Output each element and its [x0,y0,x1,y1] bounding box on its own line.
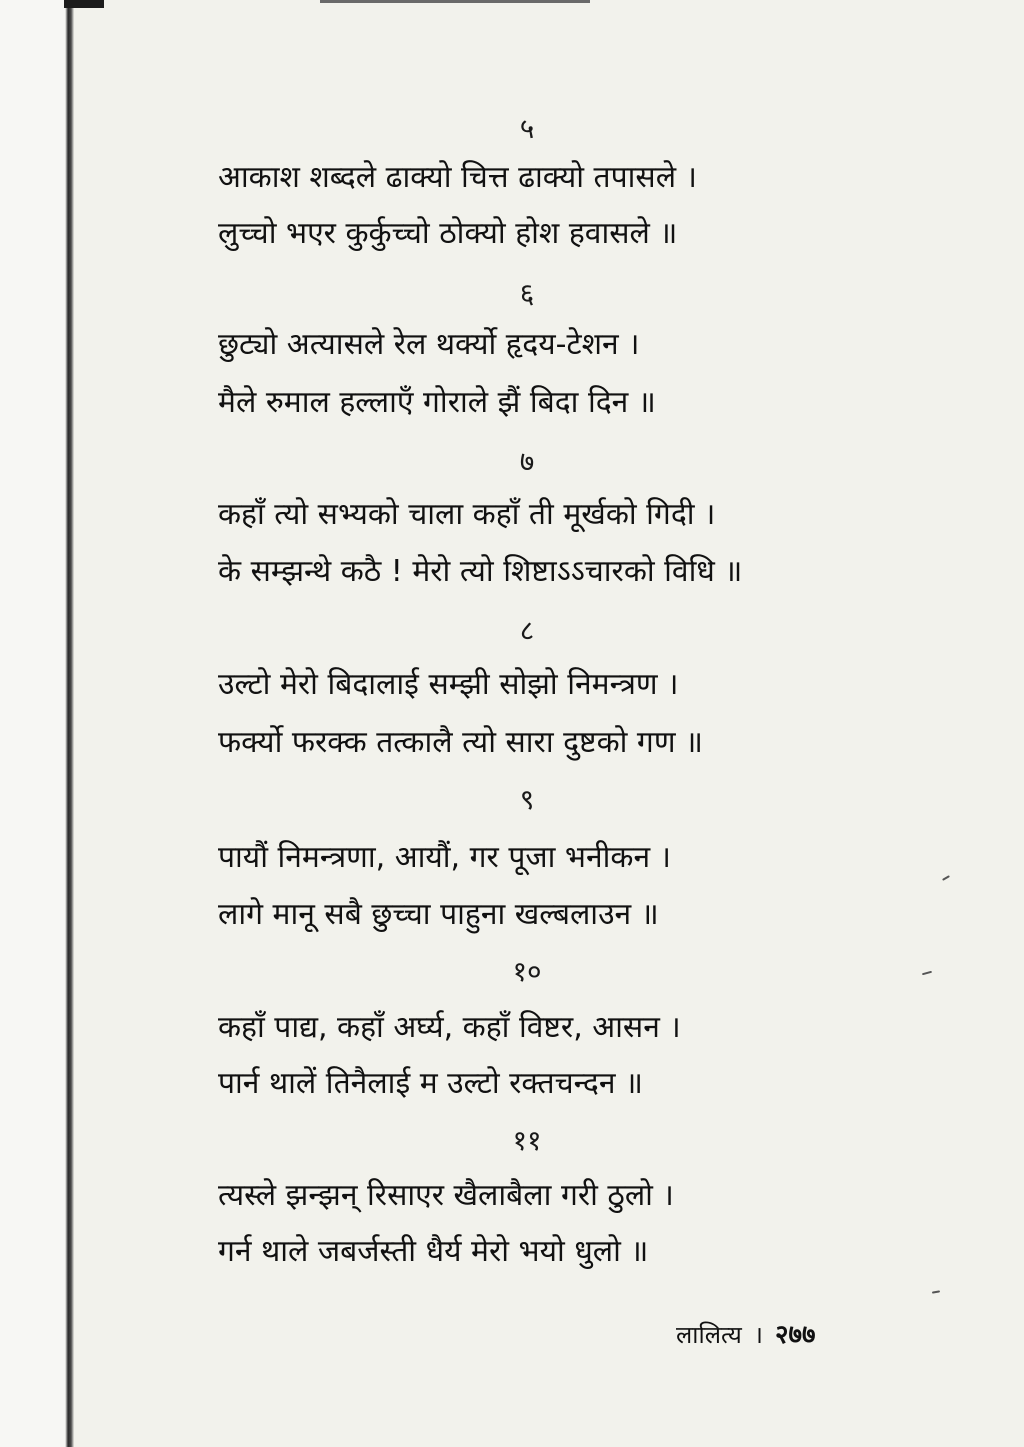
verse-line-7-2: के सम्झन्थे कठै ! मेरो त्यो शिष्टाऽऽचारको विधि ॥ [218,554,743,589]
verse-line-6-2: मैले रुमाल हल्लाएँ गोराले झैं बिदा दिन ॥ [218,385,656,420]
footer-separator: । [753,1321,763,1349]
page-number: २७७ [774,1320,816,1350]
verse-line-5-1: आकाश शब्दले ढाक्यो चित्त ढाक्यो तपासले । [218,160,697,195]
verse-line-8-2: फर्क्यो फरक्क तत्कालै त्यो सारा दुष्टको गण ॥ [218,725,704,760]
page-corner-shadow [64,0,104,8]
stanza-number-11: ११ [512,1124,542,1157]
scan-speck [942,875,950,881]
page-footer [676,1318,816,1352]
top-edge-mark [320,0,590,3]
verse-line-11-1: त्यस्ले झन्झन् रिसाएर खैलाबैला गरी ठुलो । [218,1178,674,1213]
scan-speck [932,1290,940,1293]
verse-line-5-2: लुच्चो भएर कुर्कुच्चो ठोक्यो होश हवासले ॥ [218,216,678,251]
stanza-number-6: ६ [519,277,535,310]
stanza-number-7: ७ [519,445,535,478]
verse-line-10-2: पार्न थालें तिनैलाई म उल्टो रक्तचन्दन ॥ [218,1066,643,1101]
verse-line-6-1: छुट्यो अत्यासले रेल थर्क्यो हृदय-टेशन । [218,327,640,362]
stanza-number-8: ८ [519,614,535,647]
verse-line-11-2: गर्न थाले जबर्जस्ती धैर्य मेरो भयो धुलो ॥ [218,1234,649,1269]
verse-line-9-2: लागे मानू सबै छुच्चा पाहुना खल्बलाउन ॥ [218,897,659,932]
stanza-number-5: ५ [519,112,535,145]
verse-line-10-1: कहाँ पाद्य, कहाँ अर्घ्य, कहाँ विष्टर, आसन । [218,1010,681,1045]
verse-line-8-1: उल्टो मेरो बिदालाई सम्झी सोझो निमन्त्रण । [218,667,679,702]
stanza-number-9: ९ [519,783,535,816]
verse-line-7-1: कहाँ त्यो सभ्यको चाला कहाँ ती मूर्खको गिदी । [218,497,716,532]
page-binding-edge [0,0,74,1447]
book-title: लालित्य [676,1321,742,1349]
verse-line-9-1: पायौं निमन्त्रणा, आयौं, गर पूजा भनीकन । [218,840,672,875]
stanza-number-10: १० [512,955,542,988]
